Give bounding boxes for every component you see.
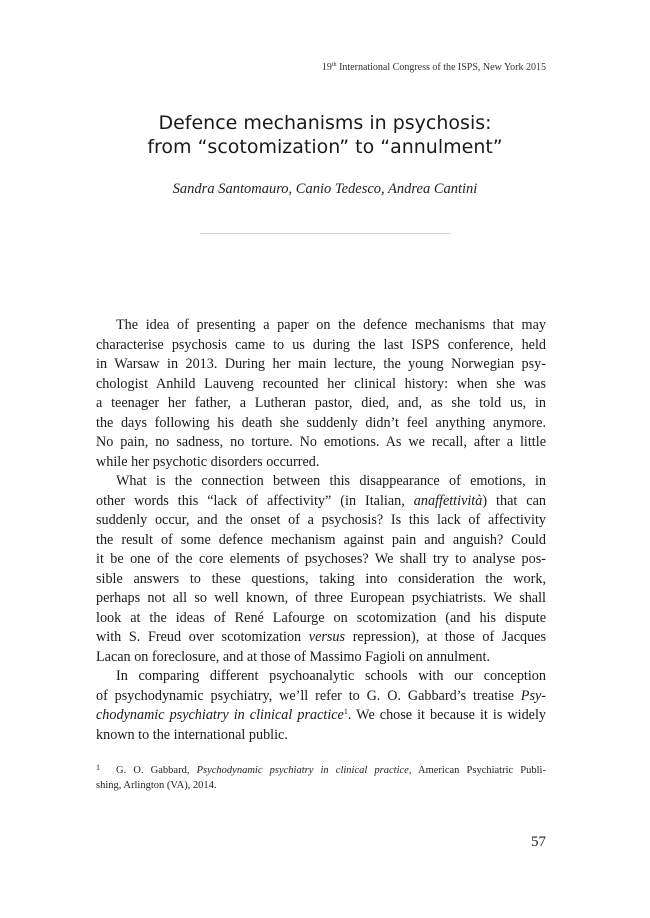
- p3-italic-treatise-end: chodynamic psychiatry in clinical practice: [96, 707, 344, 723]
- p1-line: No pain, no sadness, no torture. No emotions. As we recall, after a little: [96, 434, 546, 450]
- page-number: 57: [531, 834, 546, 850]
- paper-title-line-2: from “scotomization” to “annulment”: [147, 136, 503, 158]
- p2-line: sible answers to these questions, taking into consideration the work,: [96, 570, 546, 587]
- footnote-ref-1[interactable]: 1: [343, 707, 348, 716]
- p2-line-2-text-a: other words this “lack of affectivity” (in Italian,: [96, 492, 414, 509]
- p3-line: known to the international public.: [96, 726, 288, 743]
- header-text: International Congress of the ISPS, New York 2015: [339, 62, 546, 73]
- footnote-text-b: , American Psychiatric Publi-: [408, 765, 546, 776]
- p2-italic-anaffettivita: anaffettività: [413, 492, 483, 509]
- footnote-line-1: [96, 760, 546, 778]
- p1-line: The idea of presenting a paper on the defence mechanisms that may: [116, 317, 546, 333]
- p1-line: while her psychotic disorders occurred.: [96, 453, 320, 470]
- p2-line: perhaps not all so well known, of three European psychiatrists. We shall: [96, 590, 546, 606]
- p1-line: in Warsaw in 2013. During her main lecture, the young Norwegian psy-: [96, 356, 546, 372]
- p2-line: look at the ideas of René Lafourge on scotomization (and his dispute: [96, 609, 546, 626]
- p1-line: the days following his death she suddenly didn’t feel anything anymore.: [96, 414, 546, 431]
- p3-line-3-text-b: . We chose it because it is widely: [347, 707, 546, 723]
- p3-line: [96, 706, 546, 726]
- p2-line-9-text-b: repression), at those of Jacques: [345, 629, 546, 645]
- footnote-line-2: shing, Arlington (VA), 2014.: [96, 780, 217, 791]
- p3-line: [96, 687, 546, 707]
- authors: Sandra Santomauro, Canio Tedesco, Andrea Cantini: [172, 181, 478, 197]
- running-header: [322, 62, 546, 73]
- p2-line: What is the connection between this disappearance of emotions, in: [116, 473, 546, 489]
- p2-line: [96, 492, 546, 512]
- separator-rule: [200, 233, 450, 234]
- p1-line: chologist Anhild Lauveng recounted her clinical history: when she was: [96, 375, 546, 392]
- header-ordinal-suffix: th: [331, 62, 337, 68]
- header-ordinal: 19: [321, 62, 332, 73]
- p3-line: In comparing different psychoanalytic schools with our conception: [116, 668, 546, 684]
- body-text: [96, 316, 546, 745]
- p2-italic-versus: versus: [308, 629, 346, 645]
- footnote: [96, 760, 546, 793]
- p2-line-2-text-b: ) that can: [482, 492, 546, 509]
- p3-italic-treatise-start: Psy-: [520, 687, 546, 704]
- footnote-italic-title: Psychodynamic psychiatry in clinical practice: [196, 765, 409, 776]
- footnote-marker: 1: [96, 763, 100, 772]
- p1-line: characterise psychosis came to us during the last ISPS conference, held: [96, 336, 546, 353]
- p2-line: the result of some defence mechanism against pain and anguish? Could: [96, 531, 546, 548]
- p2-line: it be one of the core elements of psychoses? We shall try to analyse pos-: [96, 551, 546, 567]
- p1-line: a teenager her father, a Lutheran pastor, died, and, as she told us, in: [96, 395, 546, 411]
- footnote-text-a: G. O. Gabbard,: [116, 765, 197, 776]
- p2-line-9-text-a: with S. Freud over scotomization: [96, 629, 309, 645]
- p2-line: suddenly occur, and the onset of a psychosis? Is this lack of affectivity: [96, 512, 546, 528]
- p3-line-2-text-a: of psychodynamic psychiatry, we’ll refer to G. O. Gabbard’s treatise: [96, 687, 521, 704]
- p2-line: Lacan on foreclosure, and at those of Massimo Fagioli on annulment.: [96, 648, 491, 665]
- p2-line: [96, 628, 546, 648]
- paper-title-line-1: Defence mechanisms in psychosis:: [158, 112, 492, 134]
